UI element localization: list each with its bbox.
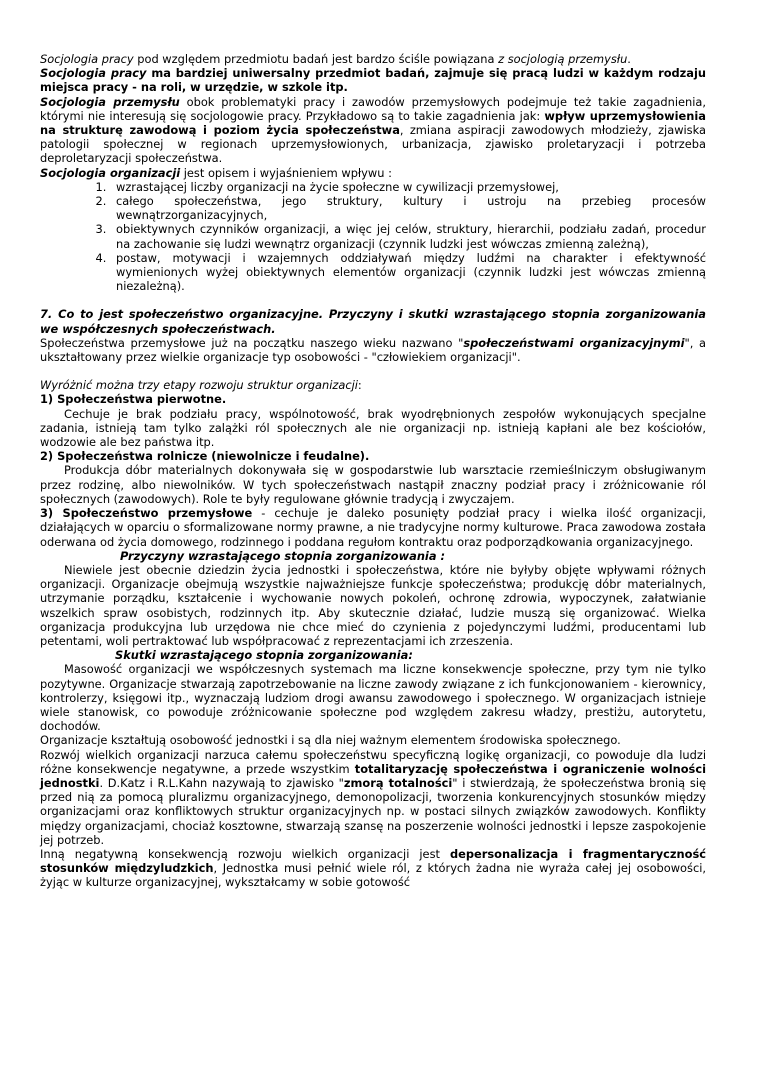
paragraph-socjologia-pracy — [40, 66, 706, 94]
list-item: 3. obiektywnych czynników organizacji, a więc jej celów, struktury, hierarchii, podziału zadań, procedur na zachowanie się ludzi wewnątrz organizacji (czynnik ludzki jest wówczas zmienną zależną), — [110, 222, 706, 250]
text-italic: Wyróżnić można trzy etapy rozwoju struktur organizacji — [40, 378, 358, 393]
paragraph-socjologia-organizacji — [40, 166, 706, 180]
effects-text-3 — [40, 748, 706, 847]
list-item: 1. wzrastającej liczby organizacji na życie społeczne w cywilizacji przemysłowej, — [110, 180, 706, 194]
text: ", a ukształtowany przez wielkie organizacje typ osobowości - "człowiekiem organizacji". — [40, 335, 706, 365]
list-item: 2. całego społeczeństwa, jego struktury, kultury i ustroju na przebieg procesów wewnątrzorganizacyjnych, — [110, 194, 706, 222]
effects-text-2: Organizacje kształtują osobowość jednostki i są dla niej ważnym elementem środowiska społecznego. — [40, 733, 621, 748]
text: . D.Katz i R.L.Kahn nazywają to zjawisko " — [99, 775, 344, 790]
effects-text-4 — [40, 847, 706, 890]
text: . — [627, 52, 631, 66]
text-bold: zmorą totalności — [343, 775, 453, 790]
term: Socjologia przemysłu — [40, 94, 180, 109]
paragraph-socjologia-przemyslu — [40, 95, 706, 166]
text-bold: depersonalizacja i fragmentaryczność stosunków międzyludzkich — [40, 846, 706, 876]
list-item: 4. postaw, motywacji i wzajemnych oddziaływań między ludźmi na charakter i efektywność wymienionych wyżej obiektywnych elementów organizacji (czynnik ludzki jest wówczas zmienną niezależną). — [110, 251, 706, 294]
term-socjologia-przemyslu: z socjologią przemysłu — [498, 52, 628, 66]
stage-3-title: 3) Społeczeństwo przemysłowe — [40, 506, 253, 521]
paragraph-spoleczenstwa-organizacyjne — [40, 336, 706, 364]
text: , zmiana aspiracji zawodowych młodzieży, zjawiska patologii społecznej w regionach uprzemysłowionych, urbanizacja, zjawisko proletaryzacji i potrzeba deproletaryzacji społeczeństwa. — [40, 123, 706, 166]
stage-1-text: Cechuje je brak podziału pracy, wspólnotowość, brak wyodrębnionych zespołów wykonujących specjalne zadania, istnieją tam tylko zalążki ról społecznych ale nie organizacji np. istnieją kapłani ale bez kościołów, wodzowie ale bez państwa itp. — [40, 406, 706, 450]
term: Socjologia organizacji — [40, 165, 181, 180]
text: ma bardziej uniwersalny przedmiot badań, zajmuje się pracą ludzi w każdym rodzaju miejsca pracy - na roli, w urzędzie, w szkole itp. — [40, 66, 707, 95]
text: pod względem przedmiotu badań jest bardzo ściśle powiązana — [133, 52, 499, 66]
text: Inną negatywną konsekwencją rozwoju wielkich organizacji jest — [40, 846, 450, 861]
stages-intro — [40, 378, 706, 392]
text: - cechuje je daleko posunięty podział pracy i wielka ilość organizacji, działających w oparciu o sformalizowane normy prawne, a nie tradycyjne normy kulturowe. Praca zawodowa została oderwana od życia domowego, rodzinnego i poddana regułom kontraktu oraz podporządkowania organizacyjnego. — [40, 506, 706, 549]
effects-heading: Skutki wzrastającego stopnia zorganizowania: — [115, 648, 413, 663]
text: " i stwierdzają, że społeczeństwa bronią się przed nią za pomocą pluralizmu organizacyjnego, demonopolizacji, tworzenia konkurencyjnych stosunków między organizacjami oraz konfliktowych struktur organizacyjnych np. w postaci silnych związków zawodowych. Konflikty między organizacjami, chociaż kosztowne, stwarzają szansę na poszerzenie wolności jednostki i lepsze zaspokojenie jej potrzeb. — [40, 775, 706, 847]
stage-3 — [40, 506, 706, 549]
influence-list — [40, 180, 706, 294]
stage-2-title: 2) Społeczeństwa rolnicze (niewolnicze i feudalne). — [40, 449, 370, 464]
term: Socjologia pracy — [40, 66, 147, 81]
term-socjologia-pracy: Socjologia pracy — [40, 52, 134, 66]
text: Rozwój wielkich organizacji narzuca całemu społeczeństwu specyficzną logikę organizacji, co powoduje dla ludzi różne konsekwencje negatywne, a przede wszystkim — [40, 747, 706, 776]
causes-heading: Przyczyny wzrastającego stopnia zorganizowania : — [120, 548, 446, 563]
text: : — [357, 378, 362, 393]
paragraph-intro — [40, 52, 706, 66]
term: społeczeństwami organizacyjnymi — [463, 335, 685, 350]
stage-2-text: Produkcja dóbr materialnych dokonywała się w gospodarstwie lub warsztacie rzemieślniczym obsługiwanym przez rodzinę, albo niewolników. W tych społeczeństwach nastąpił znaczny podział pracy i zróżnicowanie ról społecznych (zawodowych). Role te były regulowane głównie tradycją i zwyczajem. — [40, 463, 706, 506]
causes-text: Niewiele jest obecnie dziedzin życia jednostki i społeczeństwa, które nie byłyby objęte wpływami różnych organizacji. Organizacje obejmują wszystkie najważniejsze funkcje społeczeństwa; produkcję dóbr materialnych, utrzymanie porządku, kształcenie i wychowanie nowych pokoleń, ochronę zdrowia, wypoczynek, załatwianie wszelkich spraw osobistych, rodzinnych itp. Aby skutecznie działać, ludzie muszą się organizować. Wielka organizacja produkcyjna lub urzędowa nie chce mieć do czynienia z pojedynczymi ludźmi, producentami lub petentami, woli pertraktować lub współpracować z reprezentacjami ich zrzeszenia. — [40, 562, 706, 648]
stage-1-title: 1) Społeczeństwa pierwotne. — [40, 392, 227, 407]
text: obok problematyki pracy i zawodów przemysłowych podejmuje też takie zagadnienia, którymi nie interesują się socjologowie pracy. Przykładowo są to takie zagadnienia jak: — [40, 94, 706, 123]
text-bold: wpływ uprzemysłowienia na strukturę zawodową i poziom życia społeczeństwa — [40, 108, 706, 138]
question-7-heading: 7. Co to jest społeczeństwo organizacyjne. Przyczyny i skutki wzrastającego stopnia zorganizowania we współczesnych społeczeństwach. — [40, 307, 706, 336]
text-bold: totalitaryzację społeczeństwa i ograniczenie wolności jednostki — [40, 761, 706, 790]
text: jest opisem i wyjaśnieniem wpływu : — [180, 165, 392, 180]
effects-text-1: Masowość organizacji we współczesnych systemach ma liczne konsekwencje społeczne, przy tym nie tylko pozytywne. Organizacje stwarzają zapotrzebowanie na liczne zawody związane z ich funkcjonowaniem - kierownicy, kontrolerzy, księgowi itp., wyznaczają ludziom drogi awansu zawodowego i społecznego. W organizacjach istnieje wiele stanowisk, co powoduje zróżnicowanie społeczne pod względem zakresu władzy, prestiżu, autorytetu, dochodów. — [40, 662, 706, 734]
document-page — [40, 52, 706, 890]
text: Społeczeństwa przemysłowe już na początku naszego wieku nazwano " — [40, 335, 464, 350]
text: , Jednostka musi pełnić wiele ról, z których żadna nie wyraża całej jej osobowości, żyjąc w kulturze organizacyjnej, wykształcamy w sobie gotowość — [40, 861, 707, 890]
